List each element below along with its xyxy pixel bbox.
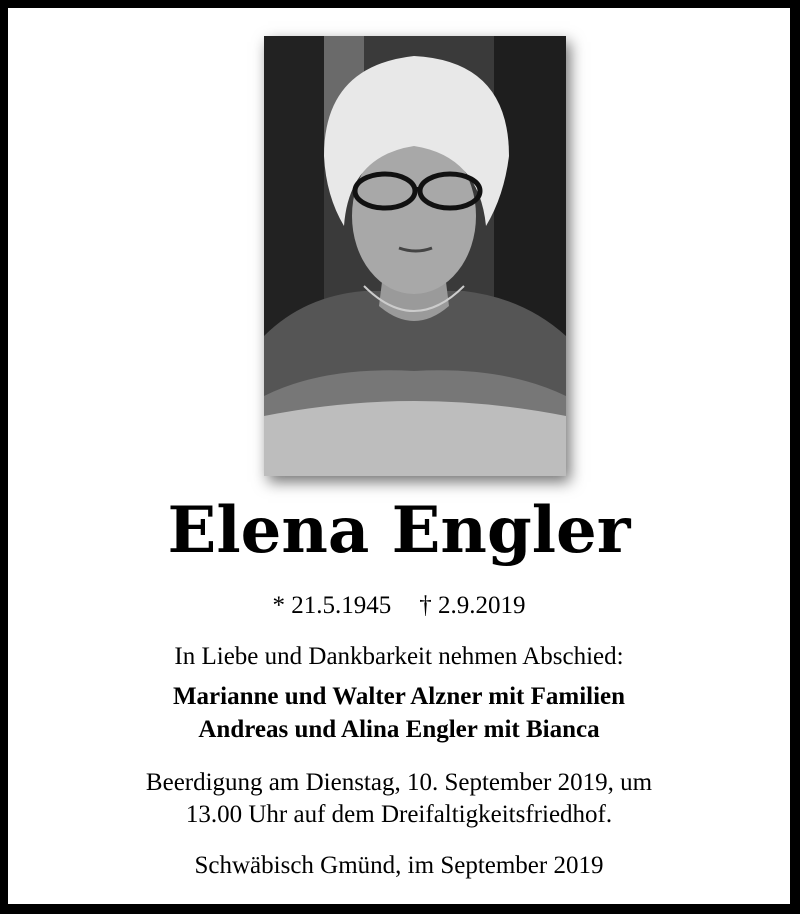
- portrait-photo: [264, 36, 566, 476]
- life-dates: [8, 589, 790, 623]
- obituary-notice: [8, 8, 790, 904]
- mourner-line: Andreas und Alina Engler mit Bianca: [198, 716, 600, 743]
- portrait-photo-frame: [264, 36, 566, 476]
- funeral-details-line: 13.00 Uhr auf dem Dreifaltigkeitsfriedhof.: [185, 801, 613, 828]
- mourner-line: Marianne und Walter Alzner mit Familien: [172, 683, 626, 710]
- death-date: † 2.9.2019: [419, 592, 526, 619]
- farewell-intro: In Liebe und Dankbarkeit nehmen Abschied:: [174, 643, 624, 670]
- birth-date: * 21.5.1945: [272, 592, 392, 619]
- deceased-name: Elena Engler: [167, 493, 631, 568]
- place-and-date: Schwäbisch Gmünd, im September 2019: [194, 852, 604, 879]
- funeral-details-line: Beerdigung am Dienstag, 10. September 2019, um: [145, 769, 653, 796]
